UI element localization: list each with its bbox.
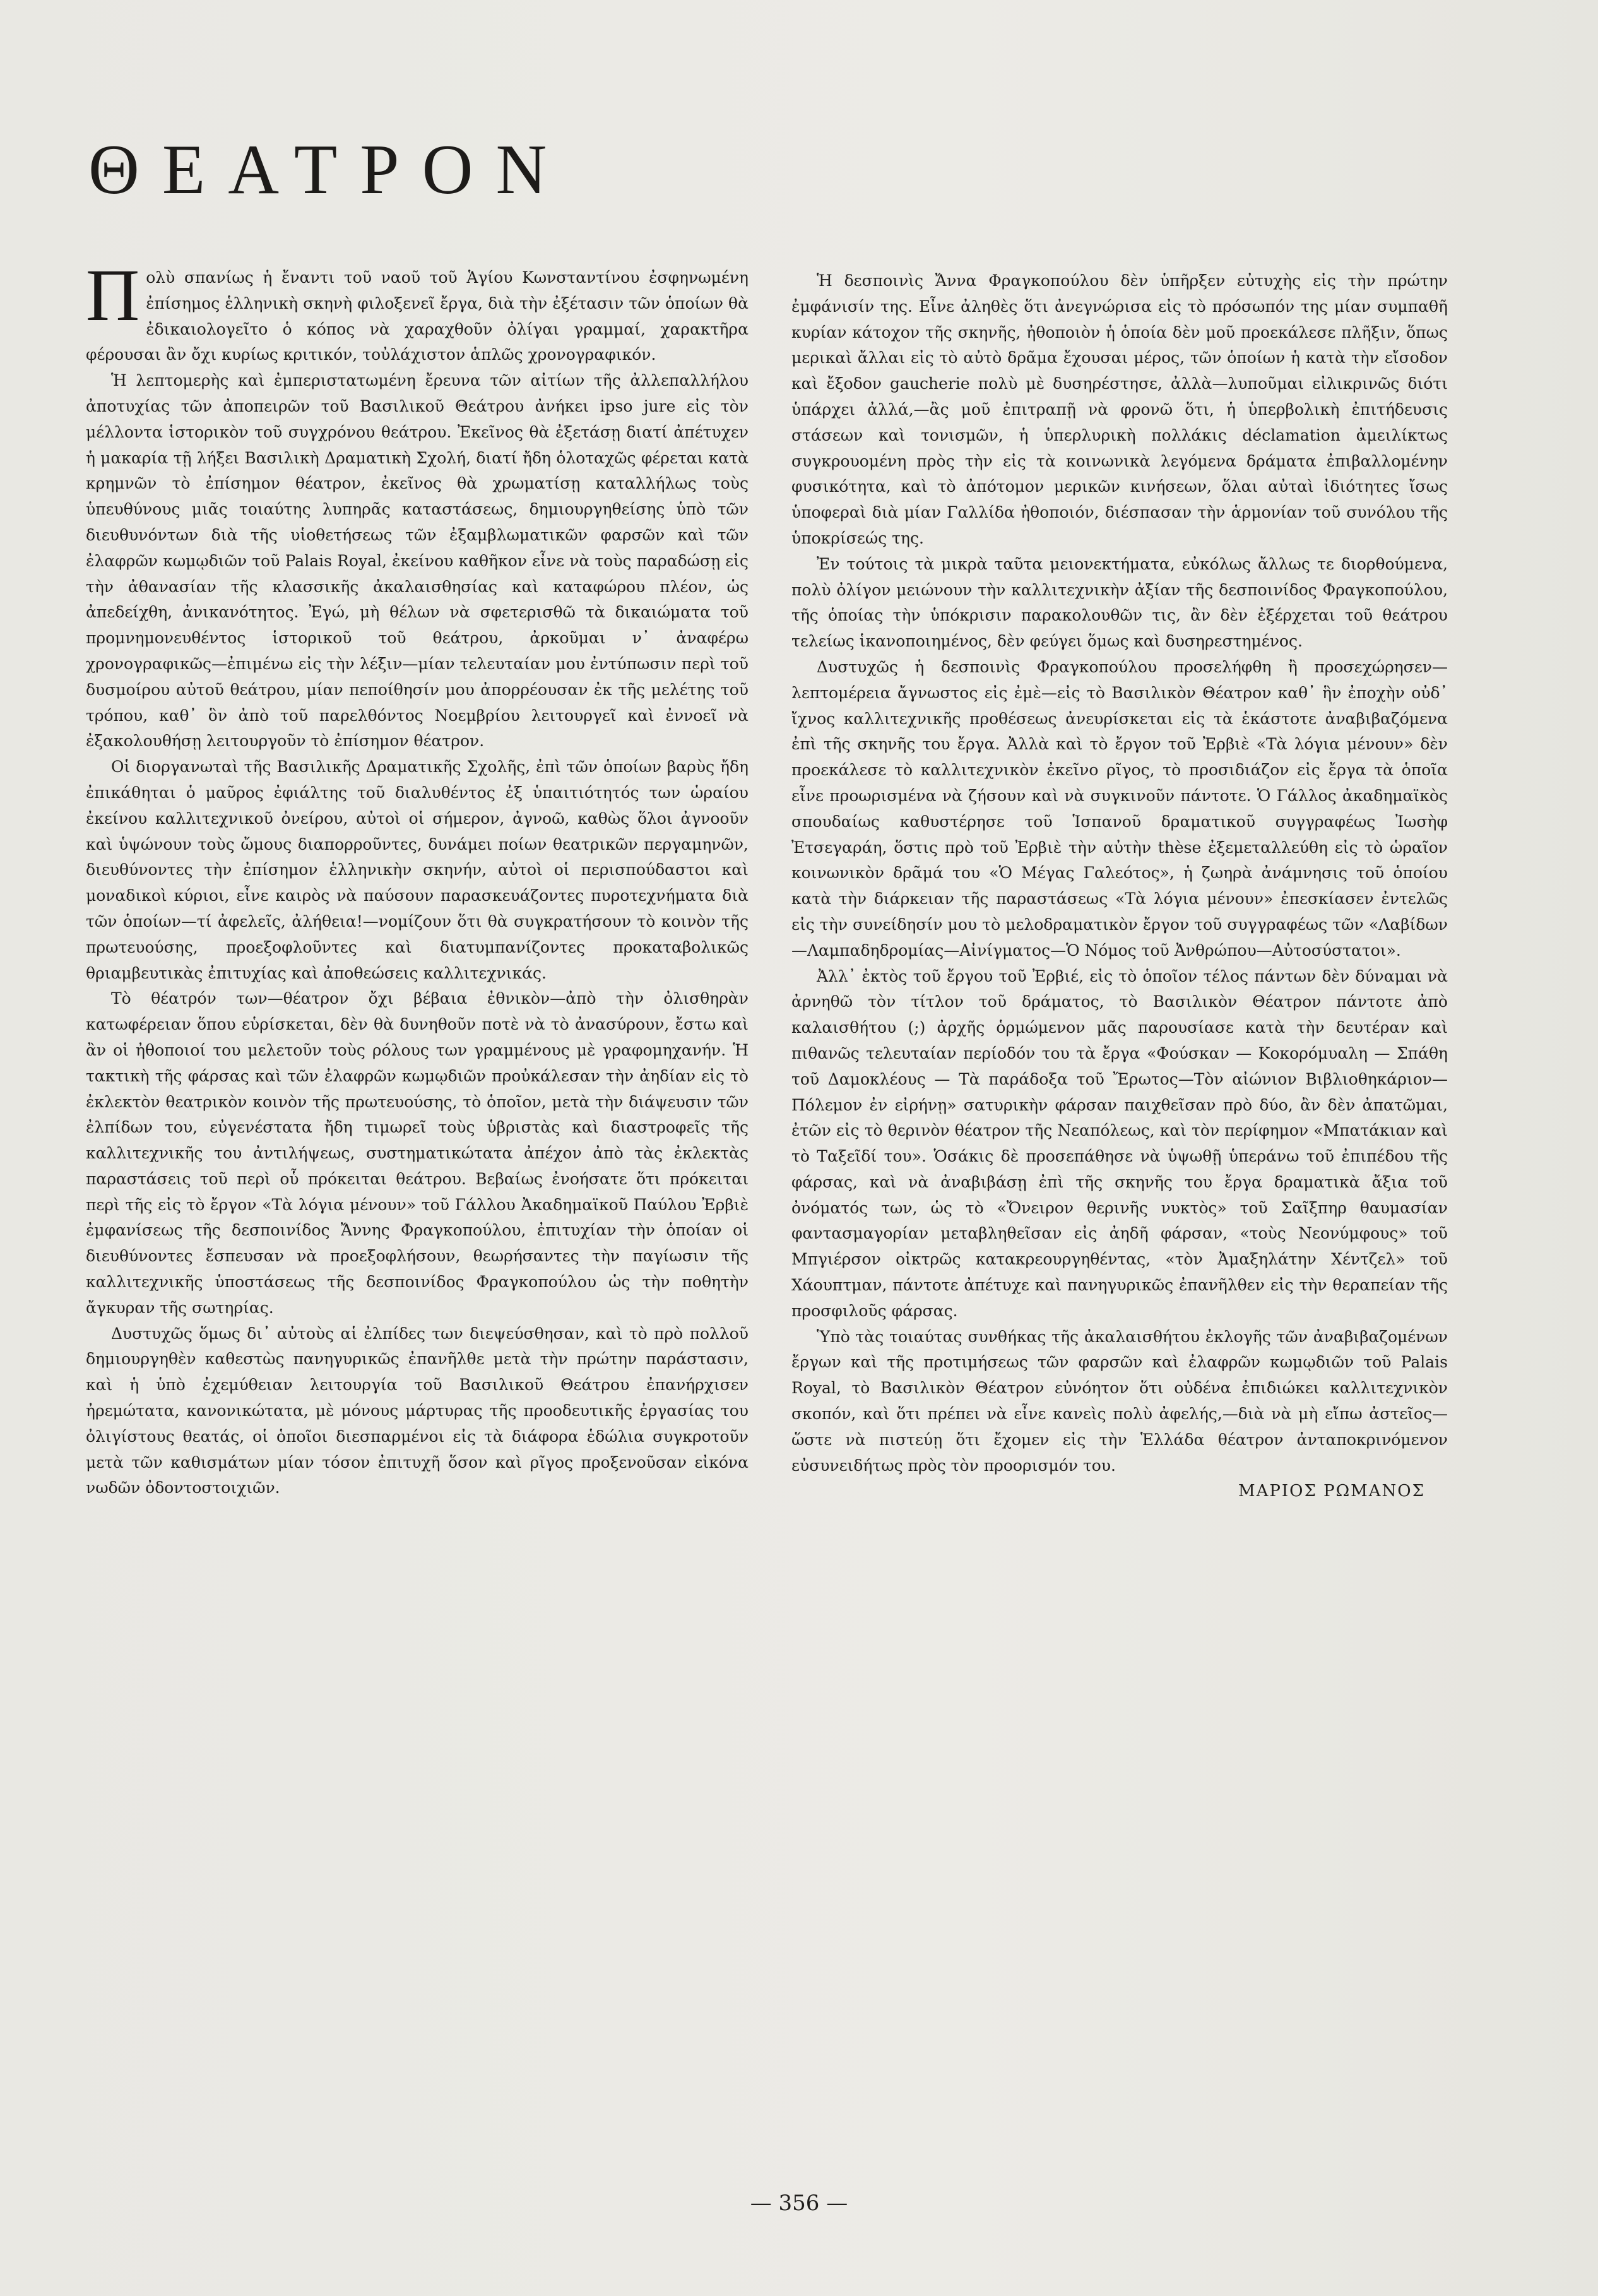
left-column: [86, 254, 749, 1501]
paragraph-1: Πολὺ σπανίως ἡ ἔναντι τοῦ ναοῦ τοῦ Ἁγίου Κωνσταντίνου ἐσφηνωμένη ἐπίσημος ἑλληνικὴ σκηνὴ φιλοξενεῖ ἔργα, διὰ τὴν ἐξέτασιν τῶν ὁποίων θὰ ἐδικαιολογεῖτο ὁ κόπος νὰ χαραχθοῦν ὀλίγαι γραμμαί, χαρακτῆρα φέρουσαι ἂν ὄχι κυρίως κριτικόν, τοὐλάχιστον ἁπλῶς χρονογραφικόν.: [86, 254, 749, 364]
paragraph-3: Οἱ διοργανωταὶ τῆς Βασιλικῆς Δραματικῆς Σχολῆς, ἐπὶ τῶν ὁποίων βαρὺς ἤδη ἐπικάθηται ὁ μαῦρος ἐφιάλτης τοῦ διαλυθέντος ἐξ ὑπαιτιότητός των ὡραίου ἐκείνου καλλιτεχνικοῦ ὀνείρου, αὐτοὶ οἱ σήμερον, ἀγνοῶ, καθὼς ὅλοι ἀγνοοῦν καὶ ὑψώνουν τοὺς ὤμους διαπορροῦντες, δυνάμει ποίων θεατρικῶν περγαμηνῶν, διευθύνοντες τὴν ἐπίσημον ἑλληνικὴν σκηνήν, αὐτοὶ οἱ περισπούδαστοι καὶ μοναδικοὶ κύριοι, εἶνε καιρὸς νὰ παύσουν παρασκευάζοντες πυροτεχνήματα διὰ τῶν ὁποίων—τί ἀφελεῖς, ἀλήθεια!—νομίζουν ὅτι θὰ συγκρατήσουν τὸ κοινὸν τῆς πρωτευούσης, προεξοφλοῦντες καὶ διατυμπανίζοντες προκαταβολικῶς θριαμβευτικὰς ἐπιτυχίας καὶ ἀποθεώσεις καλλιτεχνικάς.: [86, 758, 749, 982]
paragraph-9: Ἀλλ᾽ ἐκτὸς τοῦ ἔργου τοῦ Ἐρβιέ, εἰς τὸ ὁποῖον τέλος πάντων δὲν δύναμαι νὰ ἀρνηθῶ τὸν τίτλον τοῦ δράματος, τὸ Βασιλικὸν Θέατρον πάντοτε ἀπὸ καλαισθήτου (;) ἀρχῆς ὁρμώμενον μᾶς παρουσίασε κατὰ τὴν δευτέραν καὶ πιθανῶς τελευταίαν περίοδόν του τὰ ἔργα «Φούσκαν — Κοκορόμυαλη — Σπάθη τοῦ Δαμοκλέους — Τὰ παράδοξα τοῦ Ἔρωτος—Τὸν αἰώνιον Βιβλιοθηκάριον—Πόλεμον ἐν εἰρήνῃ» σατυρικὴν φάρσαν παιχθεῖσαν πρὸ δύο, ἂν δὲν ἀπατῶμαι, ἐτῶν εἰς τὸ θερινὸν θέατρον τῆς Νεαπόλεως, καὶ τὸν περίφημον «Μπατάκιαν καὶ τὸ Ταξεῖδί του». Ὁσάκις δὲ προσεπάθησε νὰ ὑψωθῇ ὑπεράνω τοῦ ἐπιπέδου τῆς φάρσας, καὶ νὰ ἀναβιβάσῃ ἐπὶ τῆς σκηνῆς του ἔργα δραματικὰ ἄξια τοῦ ὀνόματός των, ὡς τὸ «Ὄνειρον θερινῆς νυκτὸς» τοῦ Σαῖξπηρ θαυμασίαν φαντασμαγορίαν μεταβληθεῖσαν εἰς ἀηδῆ φάρσαν, «τοὺς Νεονύμφους» τοῦ Μπγιέρσον οἰκτρῶς κατακρεουργηθέντας, «τὸν Ἀμαξηλάτην Χέντζελ» τοῦ Χάουπτμαν, πάντοτε ἀπέτυχε καὶ πανηγυρικῶς ἐπανῆλθεν εἰς τὴν θεραπείαν τῆς προσφιλοῦς φάρσας.: [791, 967, 1448, 1320]
right-column: [791, 268, 1448, 1504]
page-number: — 356 —: [750, 2191, 848, 2216]
paragraph-4: Τὸ θέατρόν των—θέατρον ὄχι βέβαια ἐθνικὸν—ἀπὸ τὴν ὀλισθηρὰν κατωφέρειαν ὅπου εὑρίσκεται, δὲν θὰ δυνηθοῦν ποτὲ νὰ τὸ ἀνασύρουν, ἔστω καὶ ἂν οἱ ἠθοποιοί του μελετοῦν τοὺς ρόλους των γραμμένους μὲ γραφομηχανήν. Ἡ τακτικὴ τῆς φάρσας καὶ τῶν ἐλαφρῶν κωμῳδιῶν προὐκάλεσαν τὴν ἀηδίαν εἰς τὸ ἐκλεκτὸν θεατρικὸν κοινὸν τῆς πρωτευούσης, τὸ ὁποῖον, μετὰ τὴν διάψευσιν τῶν ἐλπίδων του, εὐγενέστατα ἤδη τιμωρεῖ τοὺς ὑβριστὰς καὶ διαστροφεῖς τῆς καλλιτεχνικῆς του ἀντιλήψεως, συστηματικώτατα ἀπέχον ἀπὸ τὰς ἐκλεκτὰς παραστάσεις τοῦ περὶ οὗ πρόκειται θεάτρου. Βεβαίως ἐνοήσατε ὅτι πρόκειται περὶ τῆς εἰς τὸ ἔργον «Τὰ λόγια μένουν» τοῦ Γάλλου Ἀκαδημαϊκοῦ Παύλου Ἐρβιὲ ἐμφανίσεως τῆς δεσποινίδος Ἄννης Φραγκοπούλου, ἐπιτυχίαν τὴν ὁποίαν οἱ διευθύνοντες ἔσπευσαν νὰ προεξοφλήσουν, θεωρήσαντες τὴν παγίωσιν τῆς καλλιτεχνικῆς ὑποστάσεως τῆς δεσποινίδος Φραγκοπούλου ὡς τὴν ποθητὴν ἄγκυραν τῆς σωτηρίας.: [86, 989, 749, 1317]
paragraph-8: Δυστυχῶς ἡ δεσποινὶς Φραγκοπούλου προσελήφθη ἢ προσεχώρησεν—λεπτομέρεια ἄγνωστος εἰς ἐμὲ—εἰς τὸ Βασιλικὸν Θέατρον καθ᾽ ἣν ἐποχὴν οὐδ᾽ ἴχνος καλλιτεχνικῆς προθέσεως ἀνευρίσκεται εἰς τὰ ἑκάστοτε ἀναβιβαζόμενα ἐπὶ τῆς σκηνῆς του ἔργα. Ἀλλὰ καὶ τὸ ἔργον τοῦ Ἐρβιὲ «Τὰ λόγια μένουν» δὲν προεκάλεσε τὸ καλλιτεχνικὸν ἐκεῖνο ρῖγος, τὸ προσιδιάζον εἰς ἔργα τὰ ὁποῖα εἶνε προωρισμένα νὰ ζήσουν καὶ νὰ συγκινοῦν πάντοτε. Ὁ Γάλλος ἀκαδημαϊκὸς σπουδαίως καθυστέρησε τοῦ Ἱσπανοῦ δραματικοῦ συγγραφέως Ἰωσὴφ Ἐτσεγαράη, ὅστις πρὸ τοῦ Ἐρβιὲ τὴν αὐτὴν thèse ἐξεμεταλλεύθη εἰς τὸ ὡραῖον κοινωνικὸν δρᾶμά του «Ὁ Μέγας Γαλεότος», ἡ ζωηρὰ ἀνάμνησις τοῦ ὁποίου κατὰ τὴν διάρκειαν τῆς παραστάσεως «Τὰ λόγια μένουν» ἐπεσκίασεν ἐντελῶς εἰς τὴν συνείδησίν μου τὸ μελοδραματικὸν ἔργον τοῦ συγγραφέως τῶν «Λαβίδων—Λαμπαδηδρομίας—Αἰνίγματος—Ὁ Νόμος τοῦ Ἀνθρώπου—Αὐτοσύστατοι».: [791, 657, 1448, 960]
author-signature: ΜΑΡΙΟΣ ΡΩΜΑΝΟΣ: [1238, 1482, 1425, 1501]
paragraph-5: Δυστυχῶς ὅμως δι᾽ αὐτοὺς αἱ ἐλπίδες των διεψεύσθησαν, καὶ τὸ πρὸ πολλοῦ δημιουργηθὲν καθεστὼς πανηγυρικῶς ἐπανῆλθε μετὰ τὴν πρώτην παράστασιν, καὶ ἡ ὑπὸ ἐχεμύθειαν λειτουργία τοῦ Βασιλικοῦ Θεάτρου ἐπανήρχισεν ἠρεμώτατα, κανονικώτατα, μὲ μόνους μάρτυρας τῆς προοδευτικῆς ἐργασίας του ὀλιγίστους θεατάς, οἱ ὁποῖοι διεσπαρμένοι εἰς τὰ διάφορα ἑδώλια συγκροτοῦν μετὰ τῶν καθισμάτων μίαν τόσον ἐπιτυχῆ ὅσον καὶ ρῖγος προξενοῦσαν εἰκόνα νωδῶν ὀδοντοστοιχιῶν.: [86, 1324, 749, 1497]
paragraph-2: Ἡ λεπτομερὴς καὶ ἐμπεριστατωμένη ἔρευνα τῶν αἰτίων τῆς ἀλλεπαλλήλου ἀποτυχίας τῶν ἀποπειρῶν τοῦ Βασιλικοῦ Θεάτρου ἀνήκει ipso jure εἰς τὸν μέλλοντα ἱστορικὸν τοῦ συγχρόνου θεάτρου. Ἐκεῖνος θὰ ἐξετάσῃ διατί ἀπέτυχεν ἡ μακαρία τῇ λήξει Βασιλικὴ Δραματικὴ Σχολή, διατί ἤδη ὁλοταχῶς φέρεται κατὰ κρημνῶν τὸ ἐπίσημον θέατρον, ἐκεῖνος θὰ χρωματίσῃ καταλλήλως τοὺς ὑπευθύνους μιᾶς τοιαύτης λυπηρᾶς καταστάσεως, δημιουργηθείσης ὑπὸ τῶν διευθυνόντων διὰ τῆς υἱοθετήσεως τῶν ἐξαμβλωματικῶν φαρσῶν καὶ τῶν ἐλαφρῶν κωμῳδιῶν τοῦ Palais Royal, ἐκείνου καθῆκον εἶνε νὰ τοὺς παραδώσῃ εἰς τὴν ἀθανασίαν τῆς κλασσικῆς ἀκαλαισθησίας καὶ καταφώρου πλέον, ὡς ἀπεδείχθη, ἀνικανότητος. Ἐγώ, μὴ θέλων νὰ σφετερισθῶ τὰ δικαιώματα τοῦ προμνημονευθέντος ἱστορικοῦ τοῦ θεάτρου, ἀρκοῦμαι ν᾽ ἀναφέρω χρονογραφικῶς—ἐπιμένω εἰς τὴν λέξιν—μίαν τελευταίαν μου ἐντύπωσιν περὶ τοῦ δυσμοίρου αὐτοῦ θεάτρου, μίαν πεποίθησίν μου ἀπορρέουσαν ἐκ τῆς μελέτης τοῦ τρόπου, καθ᾽ ὃν ἀπὸ τοῦ παρελθόντος Νοεμβρίου λειτουργεῖ καὶ ἐννοεῖ νὰ ἐξακολουθήσῃ λειτουργοῦν τὸ ἐπίσημον θέατρον.: [86, 371, 749, 751]
paragraph-10: Ὑπὸ τὰς τοιαύτας συνθήκας τῆς ἀκαλαισθήτου ἐκλογῆς τῶν ἀναβιβαζομένων ἔργων καὶ τῆς προτιμήσεως τῶν φαρσῶν καὶ ἐλαφρῶν κωμῳδιῶν τοῦ Palais Royal, τὸ Βασιλικὸν Θέατρον εὐνόητον ὅτι οὐδένα ἐπιδιώκει καλλιτεχνικὸν σκοπόν, καὶ ὅτι πρέπει νὰ εἶνε κανεὶς πολὺ ἀφελής,—διὰ νὰ μὴ εἴπω ἀστεῖος—ὥστε νὰ πιστεύῃ ὅτι ἔχομεν εἰς τὴν Ἑλλάδα θέατρον ἀνταποκρινόμενον εὐσυνειδήτως πρὸς τὸν προορισμόν του.: [791, 1327, 1448, 1475]
paragraph-6: Ἡ δεσποινὶς Ἄννα Φραγκοπούλου δὲν ὑπῆρξεν εὐτυχὴς εἰς τὴν πρώτην ἐμφάνισίν της. Εἶνε ἀληθὲς ὅτι ἀνεγνώρισα εἰς τὸ πρόσωπόν της μίαν συμπαθῆ κυρίαν κάτοχον τῆς σκηνῆς, ἠθοποιὸν ἡ ὁποία δὲν μοῦ προεκάλεσε πλῆξιν, ὅπως μερικαὶ ἄλλαι εἰς τὸ αὐτὸ δρᾶμα ἔχουσαι μέρος, τῶν ὁποίων ἡ κατὰ τὴν εἴσοδον καὶ ἔξοδον gaucherie πολὺ μὲ δυσηρέστησε, ἀλλὰ—λυποῦμαι εἰλικρινῶς διότι ὑπάρχει ἀλλά,—ἂς μοῦ ἐπιτραπῇ νὰ φρονῶ ὅτι, ἡ ὑπερβολικὴ ἐπιτήδευσις στάσεων καὶ τονισμῶν, ἡ ὑπερλυρικὴ πολλάκις déclamation ἀμειλίκτως συγκρουομένη πρὸς τὴν εἰς τὰ κοινωνικὰ λεγόμενα δράματα ἐπιβαλλομένην φυσικότητα, καὶ τὸ ἀπότομον μερικῶν κινήσεων, ὅλαι αὐταὶ ἰδιότητες ἴσως ὑποφεραὶ διὰ μίαν Γαλλίδα ἠθοποιόν, διέσπασαν τὴν ἁρμονίαν τοῦ συνόλου τῆς ὑποκρίσεώς της.: [791, 271, 1448, 547]
drop-cap: Π: [86, 254, 140, 336]
section-title: ΘΕΑΤΡΟΝ: [88, 131, 570, 209]
paragraph-7: Ἐν τούτοις τὰ μικρὰ ταῦτα μειονεκτήματα, εὐκόλως ἄλλως τε διορθούμενα, πολὺ ὀλίγον μειώνουν τὴν καλλιτεχνικὴν ἀξίαν τῆς δεσποινίδος Φραγκοπούλου, τῆς ὁποίας τὴν ὑπόκρισιν παρακολουθῶν τις, ἂν δὲν ἐξέρχεται τοῦ θεάτρου τελείως ἱκανοποιημένος, δὲν φεύγει ὅμως καὶ δυσηρεστημένος.: [791, 554, 1448, 651]
